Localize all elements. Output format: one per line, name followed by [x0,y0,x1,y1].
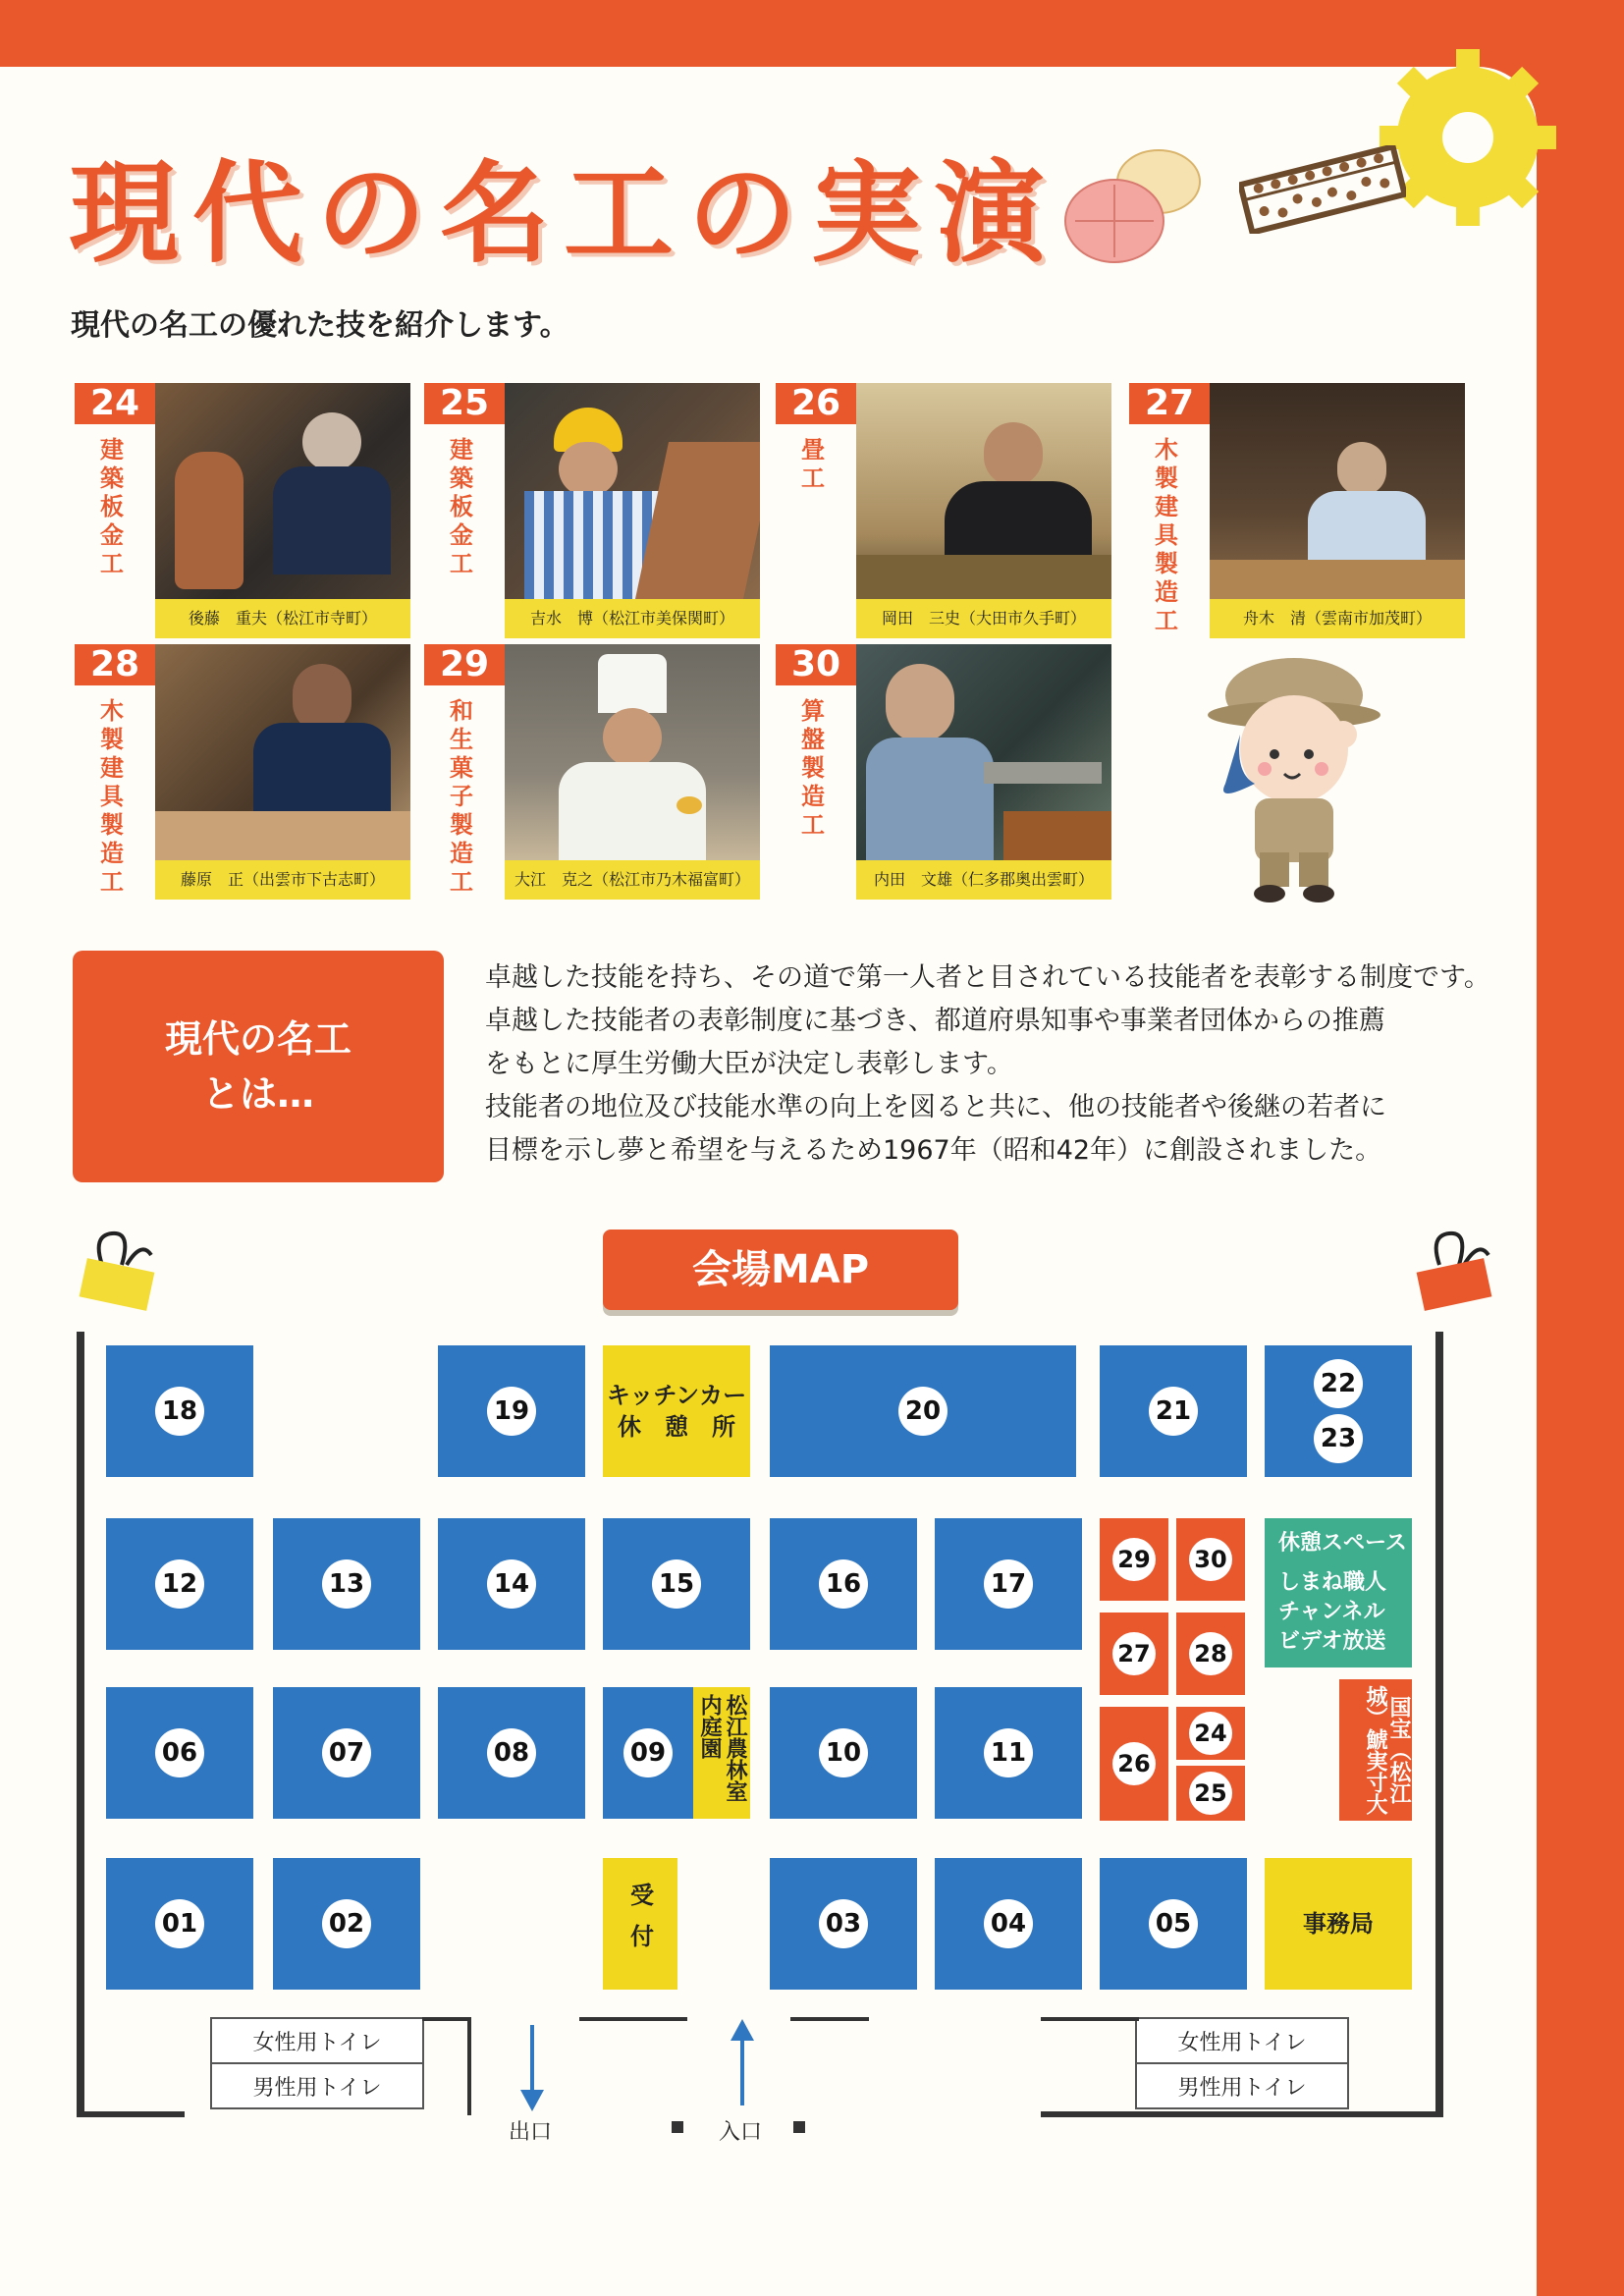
description-line: 卓越した技能を持ち、その道で第一人者と目されている技能者を表彰する制度です。 [485,962,1490,993]
womens-toilet-label: 女性用トイレ [1177,2030,1307,2055]
wall-left [77,1332,84,2117]
abacus-icon [1239,145,1406,234]
exit-label: 出口 [509,2120,553,2145]
description-line: をもとに厚生労働大臣が決定し表彰します。 [485,1049,1013,1079]
what-is-line1: 現代の名工 [164,1017,352,1061]
wall-entrance-right [790,2017,869,2021]
wagashi-icon [1060,137,1208,275]
craftsman-photo [505,644,760,860]
demo-booth-27 [1100,1613,1168,1695]
booth-05 [1100,1858,1247,1990]
booth-20 [770,1345,1076,1477]
womens-toilet-label: 女性用トイレ [252,2030,382,2055]
wall-bottom-right [1041,2111,1443,2117]
office [1265,1858,1412,1990]
demo-booth-26 [1100,1707,1168,1821]
booth-number: 27 [1112,1632,1156,1675]
page-title: 現代の名工の実演 [69,150,1058,278]
entrance-arrow-icon [725,2017,760,2105]
booth-number: 09 [623,1728,673,1777]
craftsman-photo [505,383,760,599]
mens-toilet-label: 男性用トイレ [1177,2075,1307,2101]
reception [603,1858,677,1990]
booth-number: 20 [898,1387,947,1436]
mens-toilet-label: 男性用トイレ [252,2075,382,2101]
booth-10 [770,1687,917,1819]
exit-arrow-icon [514,2025,550,2113]
description-line: 技能者の地位及び技能水準の向上を図ると共に、他の技能者や後継の若者に [485,1092,1386,1122]
craftsman-photo [856,383,1111,599]
binder-clip-icon [1410,1226,1498,1314]
booth-number: 29 [1112,1538,1156,1581]
description-line: 卓越した技能者の表彰制度に基づき、都道府県知事や事業者団体からの推薦 [485,1006,1385,1036]
wall-bottom-left [77,2111,185,2117]
booth-04 [935,1858,1082,1990]
booth-number: 23 [1314,1414,1363,1463]
card-number: 26 [776,383,856,424]
booth-13 [273,1518,420,1650]
card-trade: 建築板金工 [450,436,473,577]
booth-number: 08 [487,1728,536,1777]
booth-number: 28 [1189,1632,1232,1675]
card-trade: 建築板金工 [100,436,124,577]
wall-right [1435,1332,1443,2117]
mens-toilet-left [210,2062,424,2109]
craftsman-card-30 [776,644,1111,900]
card-number: 29 [424,644,505,685]
mens-toilet-right [1135,2062,1349,2109]
booth-number: 14 [487,1559,536,1609]
wall-segment [1041,2017,1139,2021]
craftsman-photo [155,383,410,599]
craftsman-card-25 [424,383,760,638]
entrance-label: 入口 [719,2120,763,2145]
booth-06 [106,1687,253,1819]
booth-number: 21 [1149,1387,1198,1436]
card-trade: 木製建具製造工 [100,697,124,896]
booth-number: 13 [322,1559,371,1609]
womens-toilet-right [1135,2017,1349,2064]
what-is-box [73,951,444,1182]
booth-08 [438,1687,585,1819]
what-is-line2: とは… [201,1072,314,1116]
demo-booth-24 [1176,1707,1245,1760]
booth-19 [438,1345,585,1477]
booth-number: 02 [322,1899,371,1948]
craftsman-photo [1210,383,1465,599]
booth-number: 19 [487,1387,536,1436]
booth-03 [770,1858,917,1990]
card-caption: 大江 克之（松江市乃木福富町） [505,860,760,900]
booth-12 [106,1518,253,1650]
channel-label: しまね職人 [1278,1570,1387,1595]
card-trade: 和生菓子製造工 [450,697,473,896]
channel-label: チャンネル [1278,1600,1385,1624]
map-title: 会場MAP [603,1230,958,1310]
booth-01 [106,1858,253,1990]
booth-number: 07 [322,1728,371,1777]
rest-space [1265,1518,1412,1667]
booth-16 [770,1518,917,1650]
description-line: 目標を示し夢と希望を与えるため1967年（昭和42年）に創設されました。 [485,1135,1382,1166]
wall-entrance-left [579,2017,687,2021]
booth-11 [935,1687,1082,1819]
channel-label: ビデオ放送 [1278,1629,1386,1654]
booth-number: 26 [1112,1742,1156,1785]
booth-15 [603,1518,750,1650]
card-number: 25 [424,383,505,424]
booth-number: 11 [984,1728,1033,1777]
booth-number: 16 [819,1559,868,1609]
rest-space-label: 休憩スペース [1278,1531,1407,1556]
booth-14 [438,1518,585,1650]
booth-09 [603,1687,693,1819]
booth-number: 10 [819,1728,868,1777]
demo-booth-29 [1100,1518,1168,1601]
reception-label: 受付 [625,1883,654,1965]
booth-number: 30 [1189,1538,1232,1581]
booth-number: 06 [155,1728,204,1777]
booth-number: 22 [1314,1359,1363,1408]
booth-number: 17 [984,1559,1033,1609]
booth-22-23 [1265,1345,1412,1477]
booth-02 [273,1858,420,1990]
card-caption: 舟木 清（雲南市加茂町） [1210,599,1465,638]
matsue-norin-label: 松江農林室内庭園 [697,1694,747,1802]
post-marker [793,2121,805,2133]
rest-area-label: 休 憩 所 [618,1413,735,1441]
explorer-mascot-icon [1196,656,1392,911]
craftsman-photo [856,644,1111,860]
binder-clip-icon [73,1226,161,1314]
intro-text: 現代の名工の優れた技を紹介します。 [71,308,569,343]
booth-07 [273,1687,420,1819]
booth-18 [106,1345,253,1477]
national-treasure-label: 国宝（松江城）鯱実寸大 [1363,1685,1411,1815]
craftsman-card-27 [1129,383,1465,638]
booth-number: 01 [155,1899,204,1948]
craftsman-card-29 [424,644,760,900]
booth-number: 25 [1189,1772,1232,1815]
kitchen-car-label: キッチンカー [606,1382,747,1409]
womens-toilet-left [210,2017,424,2064]
card-caption: 後藤 重夫（松江市寺町） [155,599,410,638]
booth-17 [935,1518,1082,1650]
description [485,957,1506,1173]
card-number: 27 [1129,383,1210,424]
card-caption: 岡田 三史（大田市久手町） [856,599,1111,638]
booth-number: 05 [1149,1899,1198,1948]
card-number: 30 [776,644,856,685]
craftsman-card-26 [776,383,1111,638]
booth-number: 03 [819,1899,868,1948]
wall-segment [467,2017,471,2115]
demo-booth-28 [1176,1613,1245,1695]
office-label: 事務局 [1303,1910,1374,1938]
kitchen-car-rest-area [603,1345,750,1477]
craftsman-photo [155,644,410,860]
demo-booth-25 [1176,1766,1245,1821]
post-marker [672,2121,683,2133]
card-trade: 算盤製造工 [801,697,825,839]
matsue-norin-garden [693,1687,750,1819]
national-treasure-shachi [1339,1679,1412,1821]
card-trade: 畳工 [801,436,825,492]
booth-number: 15 [652,1559,701,1609]
card-number: 28 [75,644,155,685]
craftsman-card-28 [75,644,410,900]
card-number: 24 [75,383,155,424]
card-trade: 木製建具製造工 [1155,436,1178,634]
wall-segment [422,2017,471,2021]
booth-number: 24 [1189,1712,1232,1755]
craftsman-card-24 [75,383,410,638]
booth-number: 12 [155,1559,204,1609]
demo-booth-30 [1176,1518,1245,1601]
card-caption: 内田 文雄（仁多郡奥出雲町） [856,860,1111,900]
booth-number: 18 [155,1387,204,1436]
booth-21 [1100,1345,1247,1477]
booth-number: 04 [984,1899,1033,1948]
card-caption: 藤原 正（出雲市下古志町） [155,860,410,900]
card-caption: 吉水 博（松江市美保関町） [505,599,760,638]
